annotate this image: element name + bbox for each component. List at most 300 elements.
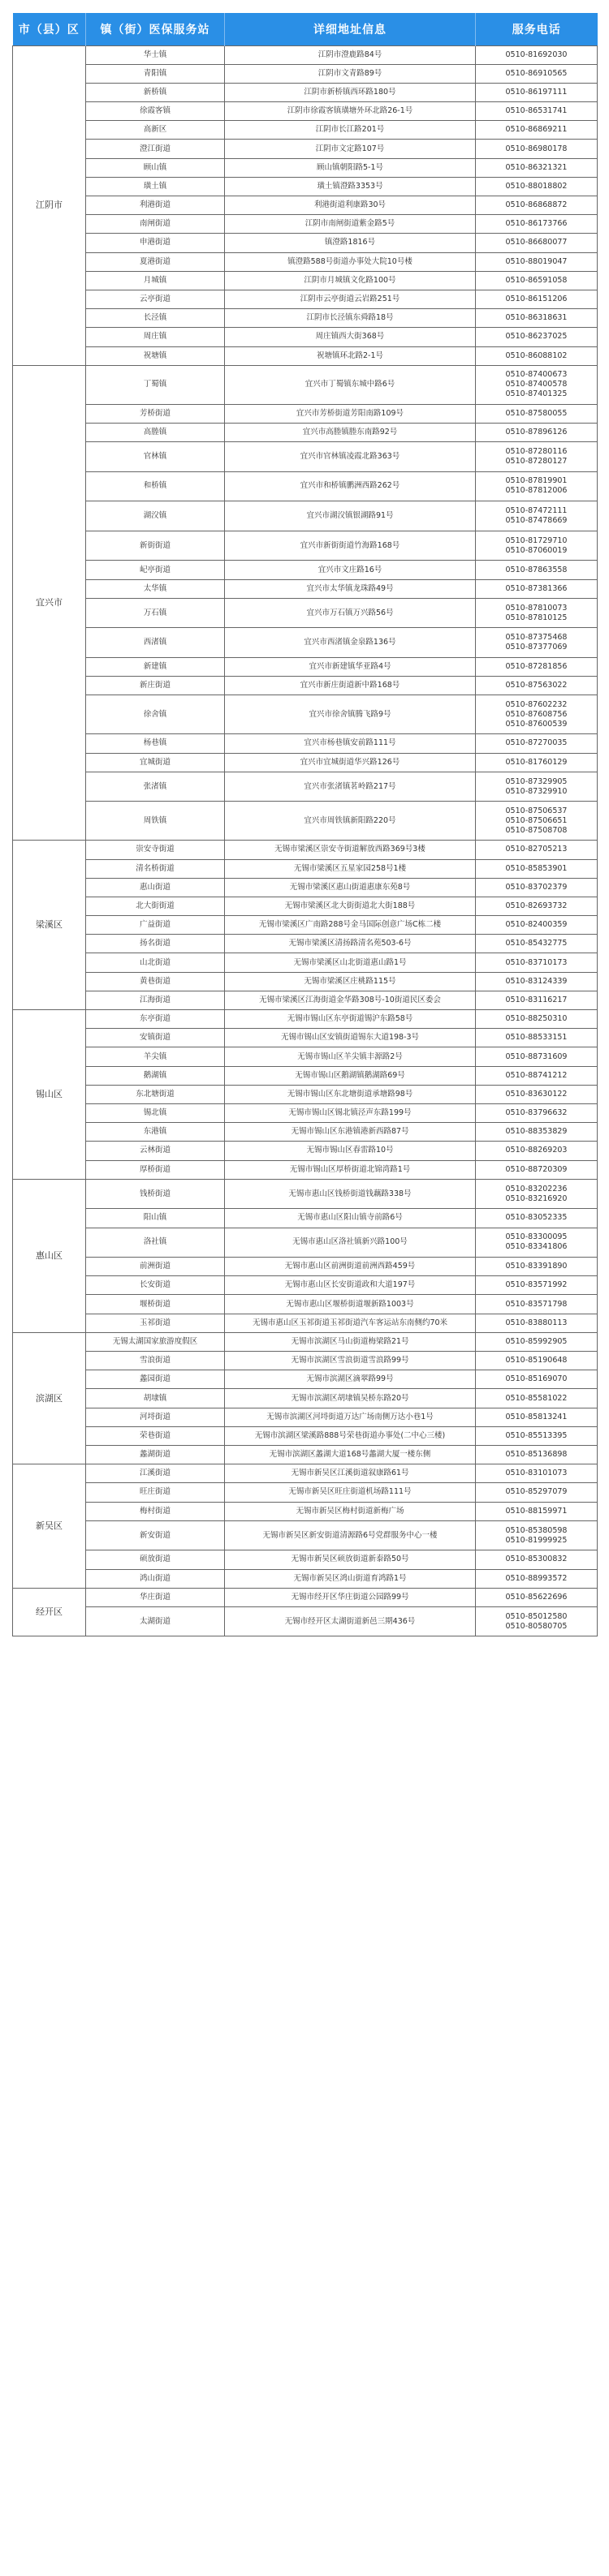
table-row (13, 309, 598, 328)
station-cell: 扬名街道 (86, 935, 225, 953)
table-row (13, 1066, 598, 1085)
phone-cell (476, 802, 598, 841)
address-cell: 无锡市梁溪区清扬路清名苑503-6号 (225, 935, 476, 953)
address-cell: 无锡市滨湖区河埒街道万达广场南侧万达小巷1号 (225, 1408, 476, 1426)
address-cell: 江阴市长江路201号 (225, 121, 476, 140)
phone-number[interactable]: 0510-85622696 (505, 1592, 568, 1602)
phone-number[interactable]: 0510-88250310 (505, 1014, 568, 1024)
table-row (13, 102, 598, 121)
phone-number[interactable]: 0510-83202236 (505, 1184, 568, 1193)
phone-cell (476, 196, 598, 215)
address-cell: 无锡市滨湖区滴翠路99号 (225, 1370, 476, 1389)
phone-cell (476, 328, 598, 346)
phone-number[interactable]: 0510-87812006 (505, 486, 568, 496)
phone-number[interactable]: 0510-83630122 (505, 1089, 568, 1099)
table-row (13, 1370, 598, 1389)
phone-cell (476, 1047, 598, 1066)
station-cell: 太华镇 (86, 579, 225, 598)
phone-number[interactable]: 0510-87400673 (505, 370, 568, 380)
phone-number[interactable]: 0510-87381366 (505, 583, 568, 593)
address-cell: 无锡市锡山区羊尖镇丰源路2号 (225, 1047, 476, 1066)
phone-number[interactable]: 0510-81692030 (505, 49, 568, 59)
table-row (13, 1029, 598, 1047)
table-row (13, 859, 598, 878)
address-cell: 宜兴市西渚镇金泉路136号 (225, 628, 476, 658)
phone-number[interactable]: 0510-87270035 (505, 738, 568, 748)
table-row (13, 1502, 598, 1520)
phone-cell (476, 271, 598, 290)
address-cell: 无锡市滨湖区胡埭镇吴桥东路20号 (225, 1389, 476, 1408)
station-cell: 惠山街道 (86, 878, 225, 897)
phone-number[interactable]: 0510-85136898 (505, 1450, 568, 1460)
header-phone: 服务电话 (476, 13, 598, 45)
address-cell: 无锡市新吴区江溪街道叙康路61号 (225, 1464, 476, 1483)
address-cell: 无锡市新吴区旺庄街道机场路111号 (225, 1483, 476, 1502)
address-cell: 无锡市惠山区长安街道政和大道197号 (225, 1276, 476, 1295)
table-row (13, 328, 598, 346)
address-cell: 江阴市长泾镇东舜路18号 (225, 309, 476, 328)
phone-cell (476, 102, 598, 121)
station-cell: 蠡湖街道 (86, 1445, 225, 1464)
station-cell: 黄巷街道 (86, 972, 225, 991)
phone-number[interactable]: 0510-87329910 (505, 786, 568, 796)
station-cell: 云亭街道 (86, 290, 225, 308)
phone-number[interactable]: 0510-83101073 (505, 1469, 568, 1478)
address-cell: 宜兴市杨巷镇安前路111号 (225, 734, 476, 753)
phone-cell (476, 1314, 598, 1332)
station-cell: 山北街道 (86, 953, 225, 972)
table-row (13, 45, 598, 64)
station-cell: 锡北镇 (86, 1103, 225, 1122)
table-row (13, 442, 598, 472)
phone-cell (476, 64, 598, 83)
phone-number[interactable]: 0510-83052335 (505, 1213, 568, 1223)
phone-number[interactable]: 0510-82400359 (505, 920, 568, 930)
phone-number[interactable]: 0510-88159971 (505, 1506, 568, 1516)
phone-number[interactable]: 0510-86868872 (505, 200, 568, 210)
station-cell: 长泾镇 (86, 309, 225, 328)
address-cell: 无锡市惠山区玉祁街道玉祁街道汽车客运站东南侧约70米 (225, 1314, 476, 1332)
phone-number[interactable]: 0510-87810073 (505, 603, 568, 613)
address-cell: 宜兴市新街街道竹海路168号 (225, 531, 476, 561)
phone-number[interactable]: 0510-82693732 (505, 901, 568, 910)
station-cell: 新桥镇 (86, 83, 225, 101)
phone-cell (476, 1029, 598, 1047)
phone-number[interactable]: 0510-85169070 (505, 1374, 568, 1384)
phone-number[interactable]: 0510-87810125 (505, 613, 568, 622)
phone-number[interactable]: 0510-86237025 (505, 332, 568, 342)
phone-cell (476, 579, 598, 598)
table-row (13, 561, 598, 579)
table-row (13, 140, 598, 158)
table-row (13, 1228, 598, 1258)
table-row (13, 1408, 598, 1426)
table-row (13, 1550, 598, 1569)
phone-cell (476, 1085, 598, 1103)
station-cell: 堰桥街道 (86, 1295, 225, 1314)
phone-number[interactable]: 0510-87563022 (505, 681, 568, 690)
header-address: 详细地址信息 (225, 13, 476, 45)
table-row (13, 1276, 598, 1295)
address-cell: 璜土镇澄路3353号 (225, 177, 476, 196)
phone-cell (476, 1408, 598, 1426)
phone-number[interactable]: 0510-88269203 (505, 1146, 568, 1155)
phone-number[interactable]: 0510-87280127 (505, 456, 568, 466)
phone-number[interactable]: 0510-86088102 (505, 350, 568, 360)
phone-cell (476, 1520, 598, 1550)
table-row (13, 1464, 598, 1483)
phone-number[interactable]: 0510-87281856 (505, 662, 568, 672)
station-cell: 钱桥街道 (86, 1179, 225, 1209)
phone-cell (476, 628, 598, 658)
address-cell: 江阴市云亭街道云岩路251号 (225, 290, 476, 308)
table-row (13, 772, 598, 802)
phone-number[interactable]: 0510-83571798 (505, 1299, 568, 1309)
station-cell: 璜土镇 (86, 177, 225, 196)
table-row (13, 1295, 598, 1314)
phone-number[interactable]: 0510-86321321 (505, 162, 568, 172)
phone-number[interactable]: 0510-83116217 (505, 995, 568, 1004)
station-cell: 河埒街道 (86, 1408, 225, 1426)
address-cell: 宜兴市文庄路16号 (225, 561, 476, 579)
phone-number[interactable]: 0510-85300832 (505, 1555, 568, 1564)
phone-number[interactable]: 0510-88741212 (505, 1070, 568, 1080)
phone-cell (476, 1483, 598, 1502)
phone-cell (476, 753, 598, 772)
phone-cell (476, 1588, 598, 1606)
phone-number[interactable]: 0510-87060019 (505, 545, 568, 555)
phone-number[interactable]: 0510-88731609 (505, 1051, 568, 1061)
phone-cell (476, 121, 598, 140)
address-cell: 无锡市梁溪区广南路288号金马国际创意广场C栋二楼 (225, 916, 476, 935)
phone-number[interactable]: 0510-83796632 (505, 1108, 568, 1118)
table-row (13, 1332, 598, 1351)
phone-number[interactable]: 0510-87602232 (505, 699, 568, 709)
phone-number[interactable]: 0510-85813241 (505, 1412, 568, 1421)
station-cell: 祝塘镇 (86, 346, 225, 365)
phone-cell (476, 1228, 598, 1258)
phone-number[interactable]: 0510-83880113 (505, 1318, 568, 1327)
address-cell: 无锡市梁溪区五星家园258号1楼 (225, 859, 476, 878)
phone-number[interactable]: 0510-87506651 (505, 815, 568, 825)
phone-number[interactable]: 0510-88993572 (505, 1573, 568, 1583)
table-row (13, 1389, 598, 1408)
phone-cell (476, 442, 598, 472)
phone-number[interactable]: 0510-87506537 (505, 806, 568, 815)
station-cell: 太湖街道 (86, 1606, 225, 1636)
phone-cell (476, 501, 598, 531)
address-cell: 江阴市文青路89号 (225, 64, 476, 83)
table-row (13, 658, 598, 677)
table-row (13, 83, 598, 101)
table-row (13, 1569, 598, 1588)
station-cell: 申港街道 (86, 234, 225, 252)
phone-number[interactable]: 0510-87863558 (505, 565, 568, 574)
station-cell: 东港镇 (86, 1123, 225, 1142)
address-cell: 无锡市梁溪区江海街道金华路308号-10街道民区委会 (225, 991, 476, 1009)
address-cell: 无锡市锡山区厚桥街道北锦湾路1号 (225, 1160, 476, 1179)
phone-number[interactable]: 0510-87580055 (505, 408, 568, 418)
station-cell: 长安街道 (86, 1276, 225, 1295)
phone-cell (476, 1160, 598, 1179)
address-cell: 江阴市文定路107号 (225, 140, 476, 158)
phone-cell (476, 734, 598, 753)
table-row (13, 1142, 598, 1160)
station-cell: 高新区 (86, 121, 225, 140)
phone-cell (476, 252, 598, 271)
phone-number[interactable]: 0510-83300095 (505, 1232, 568, 1242)
address-cell: 利港街道利康路30号 (225, 196, 476, 215)
city-cell: 宜兴市 (13, 365, 86, 841)
phone-number[interactable]: 0510-87401325 (505, 389, 568, 399)
phone-number[interactable]: 0510-83702379 (505, 882, 568, 892)
table-row (13, 695, 598, 734)
station-cell: 无锡太湖国家旅游度假区 (86, 1332, 225, 1351)
table-row (13, 1606, 598, 1636)
phone-number[interactable]: 0510-87375468 (505, 633, 568, 643)
station-cell: 澄江街道 (86, 140, 225, 158)
address-cell: 江阴市月城镇文化路100号 (225, 271, 476, 290)
table-row (13, 121, 598, 140)
table-row (13, 953, 598, 972)
phone-cell (476, 177, 598, 196)
phone-cell (476, 234, 598, 252)
phone-number[interactable]: 0510-87280116 (505, 446, 568, 456)
station-cell: 清名桥街道 (86, 859, 225, 878)
phone-number[interactable]: 0510-87478669 (505, 516, 568, 526)
station-cell: 周铁镇 (86, 802, 225, 841)
phone-number[interactable]: 0510-85853901 (505, 863, 568, 873)
phone-cell (476, 346, 598, 365)
phone-number[interactable]: 0510-83216920 (505, 1193, 568, 1203)
address-cell: 无锡市梁溪区惠山街道惠康东苑8号 (225, 878, 476, 897)
city-cell: 江阴市 (13, 45, 86, 365)
station-cell: 云林街道 (86, 1142, 225, 1160)
station-cell: 宜城街道 (86, 753, 225, 772)
phone-cell (476, 1010, 598, 1029)
phone-number[interactable]: 0510-81999925 (505, 1535, 568, 1545)
table-row (13, 471, 598, 501)
station-cell: 西渚镇 (86, 628, 225, 658)
address-cell: 无锡市经开区华庄街道公园路99号 (225, 1588, 476, 1606)
address-cell: 镇澄路1816号 (225, 234, 476, 252)
phone-number[interactable]: 0510-86910565 (505, 68, 568, 78)
table-body (13, 45, 598, 1636)
phone-number[interactable]: 0510-88353829 (505, 1127, 568, 1137)
phone-number[interactable]: 0510-82705213 (505, 845, 568, 854)
phone-cell (476, 365, 598, 404)
table-row (13, 1258, 598, 1276)
phone-number[interactable]: 0510-88019047 (505, 256, 568, 266)
address-cell: 宜兴市湖㳇镇银湖路91号 (225, 501, 476, 531)
address-cell: 无锡市梁溪区庄桃路115号 (225, 972, 476, 991)
phone-number[interactable]: 0510-87508708 (505, 825, 568, 835)
phone-number[interactable]: 0510-86591058 (505, 275, 568, 285)
phone-number[interactable]: 0510-86318631 (505, 313, 568, 323)
table-row (13, 1103, 598, 1122)
table-row (13, 897, 598, 915)
phone-number[interactable]: 0510-85380598 (505, 1525, 568, 1535)
station-cell: 前洲街道 (86, 1258, 225, 1276)
phone-number[interactable]: 0510-81760129 (505, 757, 568, 767)
phone-number[interactable]: 0510-85581022 (505, 1393, 568, 1403)
address-cell: 无锡市滨湖区雪浪街道雪浪路99号 (225, 1352, 476, 1370)
phone-cell (476, 658, 598, 677)
table-row (13, 423, 598, 441)
phone-number[interactable]: 0510-85432775 (505, 939, 568, 948)
station-cell: 南闸街道 (86, 215, 225, 234)
station-cell: 华士镇 (86, 45, 225, 64)
address-cell: 宜兴市太华镇龙珠路49号 (225, 579, 476, 598)
phone-cell (476, 972, 598, 991)
address-cell: 无锡市锡山区东北塘街道承塘路98号 (225, 1085, 476, 1103)
address-cell: 无锡市锡山区东亭街道锡沪东路58号 (225, 1010, 476, 1029)
station-cell: 新安街道 (86, 1520, 225, 1550)
address-cell: 无锡市梁溪区北大街街道北大街188号 (225, 897, 476, 915)
station-cell: 江海街道 (86, 991, 225, 1009)
city-cell: 惠山区 (13, 1179, 86, 1332)
phone-cell (476, 1123, 598, 1142)
phone-cell (476, 1464, 598, 1483)
city-cell: 梁溪区 (13, 841, 86, 1010)
address-cell: 宜兴市宜城街道华兴路126号 (225, 753, 476, 772)
station-cell: 青阳镇 (86, 64, 225, 83)
table-row (13, 991, 598, 1009)
address-cell: 宜兴市丁蜀镇东城中路6号 (225, 365, 476, 404)
address-cell: 无锡市新吴区梅村街道新梅广场 (225, 1502, 476, 1520)
phone-cell (476, 1426, 598, 1445)
table-row (13, 1588, 598, 1606)
table-row (13, 935, 598, 953)
phone-number[interactable]: 0510-83571992 (505, 1280, 568, 1290)
phone-number[interactable]: 0510-87400578 (505, 380, 568, 389)
address-cell: 无锡市新吴区新安街道清源路6号党群服务中心一楼 (225, 1520, 476, 1550)
phone-number[interactable]: 0510-87608756 (505, 709, 568, 719)
phone-cell (476, 158, 598, 177)
phone-number[interactable]: 0510-86680077 (505, 238, 568, 247)
phone-cell (476, 1370, 598, 1389)
phone-cell (476, 897, 598, 915)
header-station: 镇（街）医保服务站 (86, 13, 225, 45)
station-cell: 杨巷镇 (86, 734, 225, 753)
phone-number[interactable]: 0510-88018802 (505, 181, 568, 191)
station-cell: 丁蜀镇 (86, 365, 225, 404)
address-cell: 宜兴市和桥镇鹏洲西路262号 (225, 471, 476, 501)
table-row (13, 1179, 598, 1209)
phone-number[interactable]: 0510-87472111 (505, 506, 568, 516)
phone-cell (476, 45, 598, 64)
address-cell: 无锡市滨湖区马山街道梅梁路21号 (225, 1332, 476, 1351)
address-cell: 顾山镇朝阳路5-1号 (225, 158, 476, 177)
phone-number[interactable]: 0510-83341806 (505, 1242, 568, 1252)
station-cell: 北大街街道 (86, 897, 225, 915)
phone-cell (476, 531, 598, 561)
phone-number[interactable]: 0510-87819901 (505, 476, 568, 486)
address-cell: 江阴市南闸街道紫金路5号 (225, 215, 476, 234)
phone-number[interactable]: 0510-86197111 (505, 87, 568, 97)
phone-number[interactable]: 0510-85190648 (505, 1356, 568, 1365)
station-cell: 夏港街道 (86, 252, 225, 271)
phone-number[interactable]: 0510-85513395 (505, 1430, 568, 1440)
table-row (13, 290, 598, 308)
phone-number[interactable]: 0510-86151206 (505, 295, 568, 304)
station-cell: 新街街道 (86, 531, 225, 561)
phone-number[interactable]: 0510-81729710 (505, 535, 568, 545)
phone-cell (476, 1103, 598, 1122)
phone-number[interactable]: 0510-86531741 (505, 106, 568, 116)
phone-cell (476, 935, 598, 953)
station-cell: 张渚镇 (86, 772, 225, 802)
phone-cell (476, 1295, 598, 1314)
station-cell: 新建镇 (86, 658, 225, 677)
station-cell: 江溪街道 (86, 1464, 225, 1483)
phone-number[interactable]: 0510-86980178 (505, 144, 568, 153)
table-row (13, 271, 598, 290)
phone-cell (476, 290, 598, 308)
table-row (13, 1426, 598, 1445)
phone-number[interactable]: 0510-88533151 (505, 1033, 568, 1043)
table-row (13, 1520, 598, 1550)
phone-cell (476, 561, 598, 579)
station-cell: 新庄街道 (86, 677, 225, 695)
phone-cell (476, 1569, 598, 1588)
address-cell: 无锡市惠山区阳山镇寺前路6号 (225, 1209, 476, 1228)
phone-number[interactable]: 0510-87600539 (505, 719, 568, 729)
station-cell: 安镇街道 (86, 1029, 225, 1047)
table-row (13, 196, 598, 215)
phone-number[interactable]: 0510-85297079 (505, 1487, 568, 1497)
phone-cell (476, 1209, 598, 1228)
address-cell: 宜兴市张渚镇茗岭路217号 (225, 772, 476, 802)
station-cell: 湖㳇镇 (86, 501, 225, 531)
station-cell: 阳山镇 (86, 1209, 225, 1228)
table-row (13, 177, 598, 196)
address-cell: 无锡市梁溪区崇安寺街道解放西路369号3楼 (225, 841, 476, 859)
table-row (13, 1209, 598, 1228)
table-row (13, 841, 598, 859)
phone-cell (476, 841, 598, 859)
phone-cell (476, 878, 598, 897)
phone-number[interactable]: 0510-83710173 (505, 957, 568, 967)
station-cell: 高塍镇 (86, 423, 225, 441)
phone-number[interactable]: 0510-83391890 (505, 1262, 568, 1271)
phone-number[interactable]: 0510-87896126 (505, 427, 568, 437)
phone-number[interactable]: 0510-86173766 (505, 219, 568, 229)
phone-cell (476, 83, 598, 101)
phone-number[interactable]: 0510-83124339 (505, 976, 568, 986)
address-cell: 宜兴市官林镇凌霞北路363号 (225, 442, 476, 472)
phone-number[interactable]: 0510-85012580 (505, 1611, 568, 1621)
address-cell: 无锡市新吴区硕放街道新泰路50号 (225, 1550, 476, 1569)
phone-cell (476, 404, 598, 423)
address-cell: 无锡市惠山区前洲街道前洲西路459号 (225, 1258, 476, 1276)
phone-cell (476, 772, 598, 802)
phone-number[interactable]: 0510-87329905 (505, 776, 568, 786)
table-row (13, 215, 598, 234)
station-cell: 胡埭镇 (86, 1389, 225, 1408)
table-row (13, 252, 598, 271)
table-row (13, 531, 598, 561)
address-cell: 无锡市锡山区东港镇港新西路87号 (225, 1123, 476, 1142)
station-cell: 玉祁街道 (86, 1314, 225, 1332)
phone-number[interactable]: 0510-85992905 (505, 1336, 568, 1346)
phone-number[interactable]: 0510-80580705 (505, 1621, 568, 1631)
phone-number[interactable]: 0510-86869211 (505, 125, 568, 135)
city-cell: 经开区 (13, 1588, 86, 1636)
phone-number[interactable]: 0510-87377069 (505, 643, 568, 652)
phone-number[interactable]: 0510-88720309 (505, 1164, 568, 1174)
address-cell: 江阴市徐霞客镇璜塘外环北路26-1号 (225, 102, 476, 121)
